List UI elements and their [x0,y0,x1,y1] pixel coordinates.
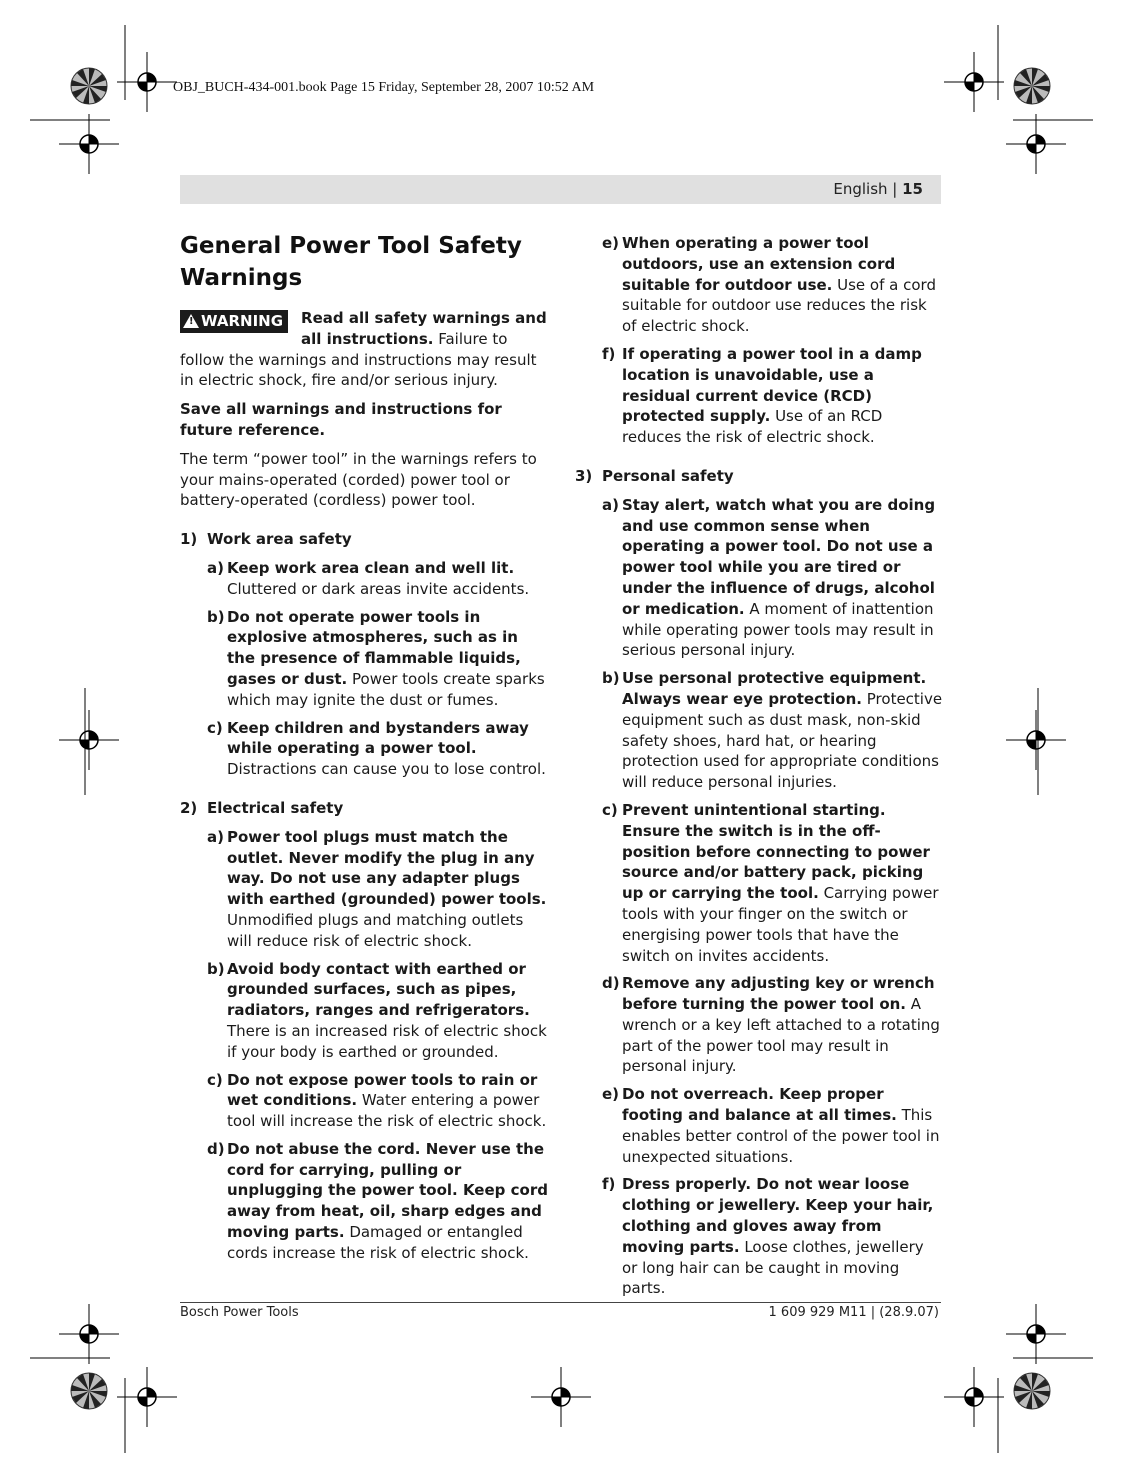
item-text: Carrying power tools with your finger on the switch or energising power tools that have the switch on invites accidents. [622,884,939,965]
item-text: Damaged or entangled cords increase the risk of electric shock. [227,1223,529,1262]
list-item [575,668,943,793]
warning-triangle-icon [183,314,199,328]
item-text: Power tools create sparks which may ignite the dust or fumes. [227,669,545,709]
save-notice: Save all warnings and instructions for future reference. [180,400,502,439]
warning-text: Failure to follow the warnings and instructions may result in electric shock, fire and/or serious injury. [180,329,537,390]
item-label: b) [602,669,620,688]
list-item [180,959,549,1063]
list-item [180,1070,549,1132]
footer-brand: Bosch Power Tools [180,1305,299,1320]
left-column [180,230,549,1271]
item-text: A moment of inattention while operating power tools may result in serious personal injury. [622,599,934,660]
item-label: b) [207,959,225,978]
right-column [575,233,943,1306]
section-heading [180,529,549,550]
list-item [180,607,549,711]
item-text: Water entering a power tool will increase the risk of electric shock. [227,1091,547,1131]
section-title: Work area safety [207,530,352,549]
item-label: a) [207,827,224,846]
item-bold: Prevent unintentional starting. Ensure the switch is in the off-position before connecting to power source and/or battery pack, picking up or carrying the tool. [622,800,930,903]
item-text: A wrench or a key left attached to a rotating part of the power tool may result in personal injury. [622,995,940,1076]
footer-rule [180,1302,941,1303]
item-label: f) [602,1175,616,1194]
page-header [833,180,923,198]
item-text: Use of an RCD reduces the risk of electric shock. [622,407,883,447]
list-item [575,233,943,337]
section-number: 1) [180,530,198,549]
list-item [575,973,943,1077]
print-info: OBJ_BUCH-434-001.book Page 15 Friday, September 28, 2007 10:52 AM [173,80,595,95]
section-number: 3) [575,466,593,485]
list-item [575,495,943,661]
warning-paragraph [180,308,549,391]
page-header-bar [180,175,941,204]
item-label: e) [602,234,620,252]
item-bold: Do not abuse the cord. Never use the cord for carrying, pulling or unplugging the power tool. Keep cord away from heat, oil, sharp edges and moving parts. [227,1139,548,1242]
item-text: Unmodified plugs and matching outlets will reduce risk of electric shock. [227,910,524,950]
item-text: Cluttered or dark areas invite accidents. [227,579,530,598]
item-text: There is an increased risk of electric shock if your body is earthed or grounded. [227,1021,547,1061]
item-label: f) [602,344,616,363]
section-title: Personal safety [602,466,734,485]
item-bold: Do not expose power tools to rain or wet conditions. [227,1070,538,1110]
item-bold: Do not operate power tools in explosive atmospheres, such as in the presence of flammable liquids, gases or dust. [227,607,521,688]
section-heading [180,798,549,819]
warning-badge-label: WARNING [201,312,284,330]
item-bold: Stay alert, watch what you are doing and use common sense when operating a power tool. Do not use a power tool while you are tired or under the influence of drugs, alcohol or medication. [622,495,936,618]
section-number: 2) [180,798,198,817]
item-text: Loose clothes, jewellery or long hair can be caught in moving parts. [622,1237,924,1298]
list-item [575,1174,943,1299]
item-label: a) [207,558,224,577]
item-bold: Remove any adjusting key or wrench before turning the power tool on. [622,974,935,1014]
warning-bold: Read all safety warnings and all instructions. [301,309,547,348]
section-title: Electrical safety [207,798,344,817]
footer-docnumber: 1 609 929 M11 | (28.9.07) [768,1305,939,1320]
item-label: b) [207,607,225,626]
item-bold: Power tool plugs must match the outlet. Never modify the plug in any way. Do not use any adapter plugs with earthed (grounded) power tools. [227,827,547,909]
item-text: Distractions can cause you to lose control. [227,760,546,779]
list-item [180,1139,549,1264]
warning-badge [180,310,288,333]
item-bold: Keep work area clean and well lit. [227,558,515,577]
item-label: a) [602,495,619,514]
item-text: Protective equipment such as dust mask, non-skid safety shoes, hard hat, or hearing protection used for appropriate conditions will reduce personal injuries. [622,689,943,792]
item-bold: Avoid body contact with earthed or grounded surfaces, such as pipes, radiators, ranges and refrigerators. [227,959,530,1020]
item-label: c) [602,800,618,819]
header-language: English | [833,180,898,198]
list-item [180,827,549,952]
item-bold: Use personal protective equipment. Always wear eye protection. [622,669,927,708]
list-item [575,800,943,966]
list-item [180,558,549,600]
item-bold: Keep children and bystanders away while operating a power tool. [227,718,529,758]
item-bold: When operating a power tool outdoors, use an extension cord suitable for outdoor use. [622,234,896,294]
item-text: Use of a cord suitable for outdoor use reduces the risk of electric shock. [622,275,936,336]
item-bold: If operating a power tool in a damp location is unavoidable, use a residual current device (RCD) protected supply. [622,344,922,426]
item-label: d) [602,974,620,993]
section-heading [575,466,943,487]
item-bold: Do not overreach. Keep proper footing and balance at all times. [622,1085,897,1125]
list-item [575,344,943,448]
item-label: d) [207,1139,225,1158]
list-item [575,1084,943,1167]
page-number: 15 [902,180,923,198]
item-text: This enables better control of the power tool in unexpected situations. [622,1106,940,1166]
page-title: General Power Tool Safety Warnings [180,233,522,291]
list-item [180,718,549,780]
item-label: e) [602,1085,620,1104]
term-definition: The term “power tool” in the warnings refers to your mains-operated (corded) power tool or battery-operated (cordless) power tool. [180,449,537,510]
item-bold: Dress properly. Do not wear loose clothing or jewellery. Keep your hair, clothing and gloves away from moving parts. [622,1175,934,1256]
item-label: c) [207,1070,223,1089]
item-label: c) [207,718,223,737]
